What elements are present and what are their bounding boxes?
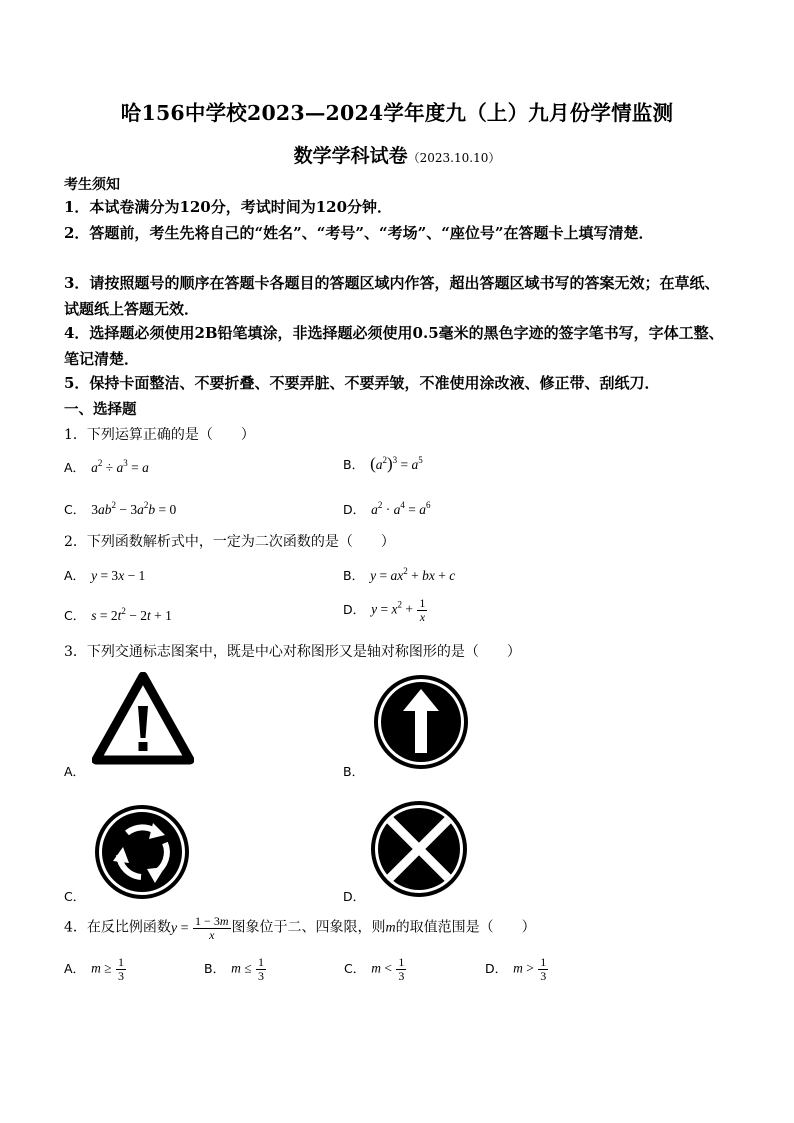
option-label: A． [64, 460, 86, 475]
option-label: B． [204, 960, 226, 976]
exam-subtitle [0, 141, 794, 168]
roundabout-sign-icon [93, 803, 191, 901]
option-label: B． [343, 568, 365, 583]
question-2-stem: 2．下列函数解析式中，一定为二次函数的是（ ） [64, 534, 395, 550]
q4-option-c[interactable]: C． m < $\frac{1}{3}$ [344, 955, 405, 983]
warning-sign-icon [92, 672, 194, 766]
option-label: C． [64, 889, 86, 904]
q4-option-d[interactable]: D． m > $\frac{1}{3}$ [485, 955, 547, 983]
option-label: D． [343, 502, 366, 517]
question-3-stem: 3．下列交通标志图案中，既是中心对称图形又是轴对称图形的是（ ） [64, 644, 521, 660]
q4-stem-middle: 图象位于二、四象限，则 [231, 919, 386, 936]
option-label: D． [343, 889, 366, 904]
notice-item-2: 2．答题前，考生先将自己的“姓名”、“考号”、“考场”、“座位号”在答题卡上填写清楚． [64, 224, 654, 242]
straight-ahead-sign-icon [372, 673, 470, 771]
q2-option-d[interactable]: D． $y = x^2$ + $\frac{1}{x}$ [343, 596, 426, 624]
notice-item-4: 4．选择题必须使用2B铅笔填涂，非选择题必须使用0.5毫米的黑色字迹的签字笔书写，字体工整、笔记清楚． [64, 324, 724, 368]
notice-heading: 考生须知 [64, 177, 120, 193]
section-heading: 一、选择题 [64, 401, 137, 418]
q1-option-b[interactable]: B． $(a^2)^3 = a^5$ [343, 454, 423, 473]
no-stopping-sign-icon [370, 800, 468, 898]
q2-option-a[interactable]: A． y = 3x − 1 [64, 568, 146, 583]
q4-option-a[interactable]: A． m ≥ $\frac{1}{3}$ [64, 955, 124, 983]
option-label: A． [64, 764, 86, 779]
q3-option-b[interactable] [343, 762, 370, 780]
notice-item-5: 5．保持卡面整洁、不要折叠、不要弄脏、不要弄皱，不准使用涂改液、修正带、刮纸刀． [64, 374, 660, 392]
q4-option-b[interactable]: B． m ≤ $\frac{1}{3}$ [204, 955, 264, 983]
exam-date: （2023.10.10） [407, 151, 501, 165]
q1-option-a[interactable]: A． $a^2 \div a^3 = a$ [64, 458, 149, 475]
question-4-stem: 4．在反比例函数y = $\frac{1 - 3m}{x}$ 图象位于二、四象限，则m的取值范围是（ ） [64, 914, 536, 942]
exam-title: 哈156中学校2023—2024学年度九（上）九月份学情监测 [120, 101, 674, 125]
q1-option-c[interactable]: C． $3ab^2 - 3a^2b = 0$ [64, 500, 177, 517]
option-label: D． [343, 601, 366, 617]
q4-stem-prefix: 4．在反比例函数 [64, 919, 171, 936]
option-label: B． [343, 457, 365, 472]
option-label: B． [343, 764, 365, 779]
notice-item-1: 1．本试卷满分为120分，考试时间为120分钟． [64, 198, 393, 216]
option-label: D． [485, 960, 508, 976]
notice-item-3: 3．请按照题号的顺序在答题卡各题目的答题区域内作答，超出答题区域书写的答案无效；在草纸、试题纸上答题无效． [64, 274, 720, 318]
q1-option-d[interactable]: D． $a^2 \cdot a^4 = a^6$ [343, 500, 431, 517]
q3-option-d[interactable] [343, 887, 371, 905]
q4-stem-suffix: 的取值范围是（ ） [395, 919, 536, 936]
option-label: A． [64, 960, 86, 976]
option-label: C． [64, 608, 86, 623]
option-label: C． [64, 502, 86, 517]
q3-option-a[interactable] [64, 762, 91, 780]
q2-option-b[interactable]: B． $y = ax^2$ + bx + c [343, 566, 456, 583]
option-label: A． [64, 568, 86, 583]
q2-option-c[interactable]: C． $s = 2t^2 - 2t + 1$ [64, 606, 172, 623]
subject-title: 数学学科试卷 [293, 145, 408, 167]
q3-option-c[interactable] [64, 887, 91, 905]
question-1-stem: 1．下列运算正确的是（ ） [64, 427, 255, 443]
option-label: C． [344, 960, 366, 976]
